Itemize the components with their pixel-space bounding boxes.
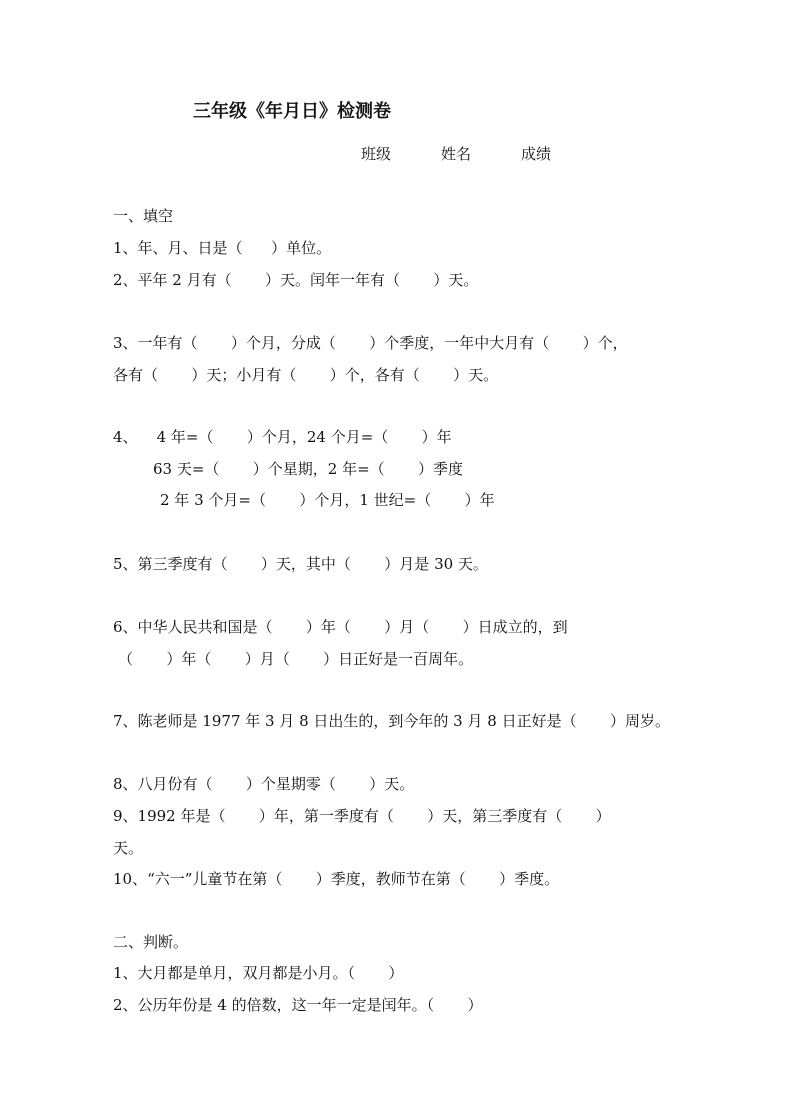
question-line: 10、“六一”儿童节在第（ ）季度，教师节在第（ ）季度。 <box>113 870 560 888</box>
section-heading-fill-in: 一、填空 <box>113 207 174 225</box>
question-line: 天。 <box>113 839 144 857</box>
name-label: 姓名 <box>441 145 472 163</box>
question-line: 63 天=（ ）个星期，2 年=（ ）季度 <box>153 460 464 478</box>
question-line: 1、大月都是单月，双月都是小月。（ ） <box>113 964 404 982</box>
question-line: 5、第三季度有（ ）天，其中（ ）月是 30 天。 <box>113 555 488 573</box>
question-line: 3、一年有（ ）个月，分成（ ）个季度，一年中大月有（ ）个， <box>113 334 628 352</box>
score-label: 成绩 <box>521 145 552 163</box>
question-line: 2、平年 2 月有（ ）天。闰年一年有（ ）天。 <box>113 271 479 289</box>
question-line: 1、年、月、日是（ ）单位。 <box>113 239 332 257</box>
question-line: 6、中华人民共和国是（ ）年（ ）月（ ）日成立的，到 <box>113 618 568 636</box>
question-line: 9、1992 年是（ ）年，第一季度有（ ）天，第三季度有（ ） <box>113 807 611 825</box>
question-line: 8、八月份有（ ）个星期零（ ）天。 <box>113 775 415 793</box>
question-line: 7、陈老师是 1977 年 3 月 8 日出生的，到今年的 3 月 8 日正好是（ ）周岁。 <box>113 712 670 730</box>
question-line: 2 年 3 个月=（ ）个月，1 世纪=（ ）年 <box>160 491 495 509</box>
class-label: 班级 <box>361 145 392 163</box>
page-title: 三年级《年月日》检测卷 <box>193 101 391 122</box>
question-line: 2、公历年份是 4 的倍数，这一年一定是闰年。（ ） <box>113 996 483 1014</box>
question-line: （ ）年（ ）月（ ）日正好是一百周年。 <box>118 650 474 668</box>
section-heading-true-false: 二、判断。 <box>113 933 189 951</box>
question-line: 各有（ ）天；小月有（ ）个，各有（ ）天。 <box>113 366 499 384</box>
question-line: 4、 4 年=（ ）个月，24 个月=（ ）年 <box>113 428 452 446</box>
